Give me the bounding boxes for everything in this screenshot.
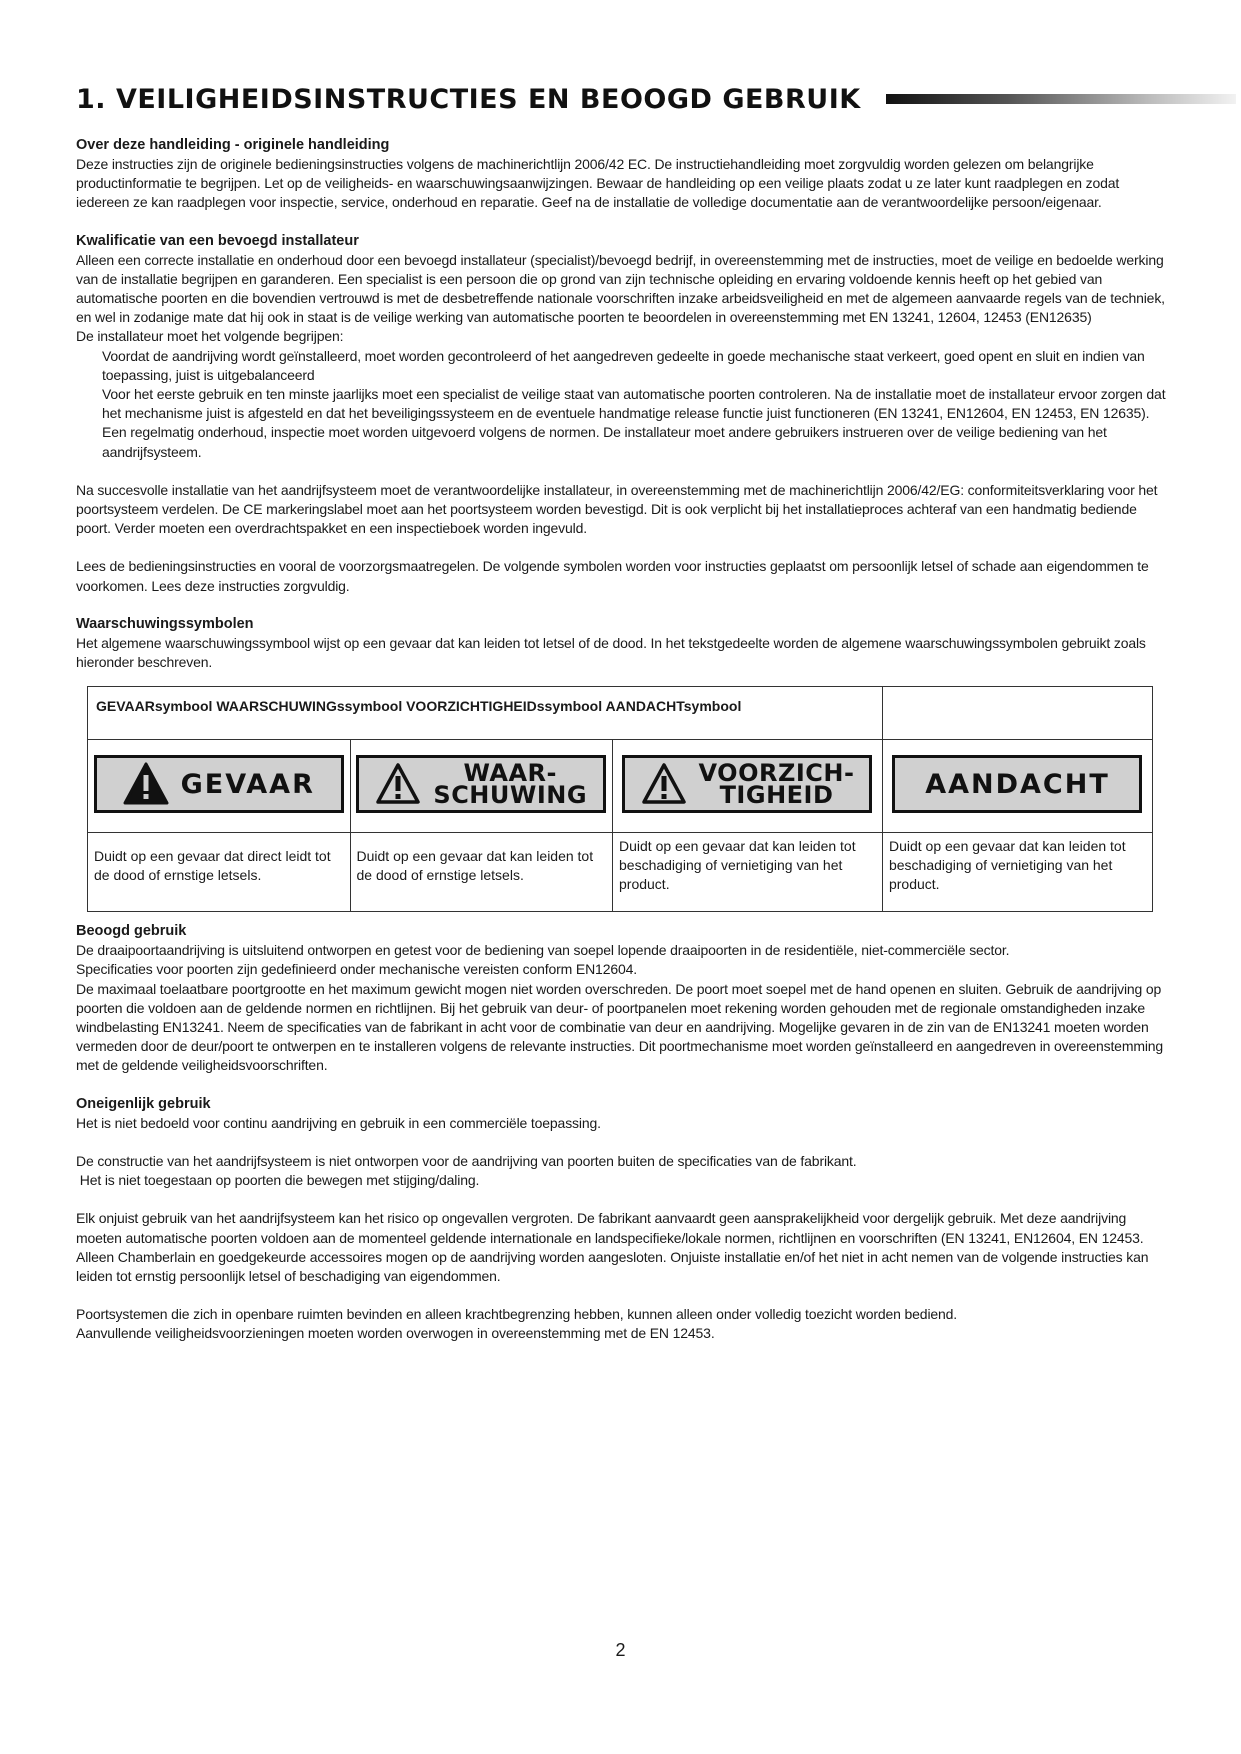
description-gevaar: Duidt op een gevaar dat direct leidt tot de dood of ernstige letsels. xyxy=(88,833,351,912)
section-title-beoogd: Beoogd gebruik xyxy=(76,923,187,940)
voorzichtigheid-label-line2: TIGHEID xyxy=(719,781,834,810)
gevaar-sign xyxy=(94,755,344,813)
waarschuwing-sign xyxy=(356,755,606,813)
paragraph: De installateur moet het volgende begrijpen: xyxy=(76,328,344,345)
warning-triangle-icon xyxy=(123,762,169,806)
paragraph: De draaipoortaandrijving is uitsluitend ontworpen en getest voor de bediening van soepel lopende draaipoorten in de residentiële, niet-commerciële sector. xyxy=(76,942,1010,959)
aandacht-label: AANDACHT xyxy=(925,768,1110,800)
paragraph: Het is niet toegestaan op poorten die bewegen met stijging/daling. xyxy=(76,1172,480,1189)
waarschuwing-label-line1: WAAR- xyxy=(463,759,557,788)
symbol-table-header: GEVAARsymbool WAARSCHUWINGssymbool VOORZICHTIGHEIDssymbool AANDACHTsymbool xyxy=(88,687,883,740)
gevaar-label: GEVAAR xyxy=(180,768,315,800)
description-waarschuwing: Duidt op een gevaar dat kan leiden tot de dood of ernstige letsels. xyxy=(350,833,613,912)
voorzichtigheid-label-line1: VOORZICH- xyxy=(698,759,855,788)
paragraph: Aanvullende veiligheidsvoorzieningen moeten worden overwogen in overeenstemming met de EN 12453. xyxy=(76,1325,715,1342)
paragraph: Na succesvolle installatie van het aandrijfsysteem moet de verantwoordelijke installateur, in overeenstemming met de machinerichtlijn 2006/42/EG: conformiteitsverklaring voor het poortsysteem verdelen. De CE markeringslabel moet aan het poortsysteem worden bevestigd. Dit is ook verplicht bij het installatieproces achteraf van een handmatig bediende poort. Verder moeten een overdrachtspakket en een inspectieboek worden ingevuld. xyxy=(76,481,1158,537)
paragraph: Specificaties voor poorten zijn gedefinieerd onder mechanische vereisten conform EN12604. xyxy=(76,961,637,978)
page-number: 2 xyxy=(615,1640,626,1660)
description-voorzichtigheid: Duidt op een gevaar dat kan leiden tot beschadiging of vernietiging van het product. xyxy=(613,833,883,912)
paragraph: De constructie van het aandrijfsysteem is niet ontworpen voor de aandrijving van poorten buiten de specificaties van de fabrikant. xyxy=(76,1152,857,1169)
content xyxy=(76,136,1166,1344)
paragraph: Alleen een correcte installatie en onderhoud door een bevoegd installateur (specialist)/bevoegd bedrijf, in overeenstemming met de instructies, moet de veilige en bedoelde werking van de installatie begrijpen en garanderen. Een specialist is een persoon die op grond van zijn technische opleiding en ervaring voldoende kennis heeft op het gebied van automatische poorten en die bovendien vertrouwd is met de desbetreffende nationale voorschriften inzake arbeidsveiligheid en met de algemeen aanvaarde regels van de techniek, en wel in zodanige mate dat hij ook in staat is de veilige werking van automatische poorten te beoordelen in overeenstemming met EN 13241, 12604, 12453 (EN12635) xyxy=(76,251,1165,326)
list-item: Voordat de aandrijving wordt geïnstalleerd, moet worden gecontroleerd of het aangedreven gedeelte in goede mechanische staat verkeert, goed opent en sluit en indien van toepassing, juist is uitgebalanceerd xyxy=(102,347,1145,383)
paragraph: Poortsystemen die zich in openbare ruimten bevinden en alleen krachtbegrenzing hebben, kunnen alleen onder volledig toezicht worden bediend. xyxy=(76,1306,958,1323)
warning-triangle-icon xyxy=(641,762,687,806)
sign-cell-voorzichtigheid xyxy=(613,740,883,833)
section-title-over: Over deze handleiding - originele handleiding xyxy=(76,137,390,153)
waarschuwing-label-line2: SCHUWING xyxy=(433,781,588,810)
paragraph: Het algemene waarschuwingssymbool wijst op een gevaar dat kan leiden tot letsel of de dood. In het tekstgedeelte worden de algemene waarschuwingssymbolen gebruikt zoals hieronder beschreven. xyxy=(76,634,1146,671)
paragraph: Deze instructies zijn de originele bedieningsinstructies volgens de machinerichtlijn 2006/42 EC. De instructiehandleiding moet zorgvuldig worden gelezen om belangrijke productinformatie te begrijpen. Let op de veiligheids- en waarschuwingsaanwijzingen. Bewaar de handleiding op een veilige plaats zodat u ze later kunt raadplegen en zodat iedereen ze kan raadplegen voor inspectie, service, onderhoud en reparatie. Geef na de installatie de volledige documentatie aan de verantwoordelijke persoon/eigenaar. xyxy=(76,156,1120,211)
sign-cell-aandacht xyxy=(882,740,1152,833)
section-title-kwalificatie: Kwalificatie van een bevoegd installateur xyxy=(76,232,359,249)
paragraph: Lees de bedieningsinstructies en vooral de voorzorgsmaatregelen. De volgende symbolen worden voor instructies geplaatst om persoonlijk letsel of schade aan eigendommen te voorkomen. Lees deze instructies zorgvuldig. xyxy=(76,558,1149,594)
section-title-oneigenlijk: Oneigenlijk gebruik xyxy=(76,1095,211,1112)
aandacht-sign xyxy=(892,755,1142,813)
voorzichtigheid-label xyxy=(698,759,855,810)
voorzichtigheid-sign xyxy=(622,755,872,813)
waarschuwing-label xyxy=(433,759,588,810)
symbol-table xyxy=(87,686,1153,912)
sign-cell-waarschuwing xyxy=(350,740,613,833)
paragraph: De maximaal toelaatbare poortgrootte en het maximum gewicht mogen niet worden overschreden. De poort moet soepel met de hand openen en sluiten. Gebruik de aandrijving op poorten die voldoen aan de geldende normen en richtlijnen. Bij het gebruik van deur- of poortpanelen moet rekening worden gehouden met de regionale omstandigheden inzake windbelasting EN13241. Neem de specificaties van de fabrikant in acht voor de combinatie van deur en aandrijving. Mogelijke gevaren in de zin van de EN13241 moeten worden vermeden door de deur/poort te ontwerpen en te installeren volgens de relevante instructies. Dit poortmechanisme moet worden geïnstalleerd en aangedreven in overeenstemming met de geldende veiligheidsvoorschriften. xyxy=(76,980,1164,1074)
description-aandacht: Duidt op een gevaar dat kan leiden tot beschadiging of vernietiging van het product. xyxy=(882,833,1152,912)
warning-triangle-icon xyxy=(375,762,421,806)
list-item: Voor het eerste gebruik en ten minste jaarlijks moet een specialist de veilige staat van automatische poorten controleren. Na de installatie moet de installateur ervoor zorgen dat het mechanisme juist is afgesteld en dat het beveiligingssysteem en de eventuele handmatige release functie juist functioneren (EN 13241, EN12604, EN 12453, EN 12635). Een regelmatig onderhoud, inspectie moet worden uitgevoerd volgens de normen. De installateur moet andere gebruikers instrueren over de veilige bediening van het aandrijfsysteem. xyxy=(102,386,1166,460)
paragraph: Elk onjuist gebruik van het aandrijfsysteem kan het risico op ongevallen vergroten. De fabrikant aanvaardt geen aansprakelijkheid voor dergelijk gebruik. Met deze aandrijving moeten automatische poorten voldoen aan de momenteel geldende internationale en landspecifieke/lokale normen, richtlijnen en voorschriften (EN 13241, EN12604, EN 12453. xyxy=(76,1210,1144,1246)
paragraph: Het is niet bedoeld voor continu aandrijving en gebruik in een commerciële toepassing. xyxy=(76,1114,601,1131)
symbol-table-header-empty xyxy=(882,687,1152,740)
sign-cell-gevaar xyxy=(88,740,351,833)
paragraph: Alleen Chamberlain en goedgekeurde accessoires mogen op de aandrijving worden aangesloten. Onjuiste installatie en/of het niet in acht nemen van de volgende instructies kan leiden tot ernstig persoonlijk letsel of beschadiging van eigendommen. xyxy=(76,1248,1149,1284)
title-gradient-bar xyxy=(886,94,1236,104)
page-header xyxy=(76,84,1166,124)
section-title-waarschuwing: Waarschuwingssymbolen xyxy=(76,615,254,632)
page-title: 1. VEILIGHEIDSINSTRUCTIES EN BEOOGD GEBRUIK xyxy=(76,84,861,115)
